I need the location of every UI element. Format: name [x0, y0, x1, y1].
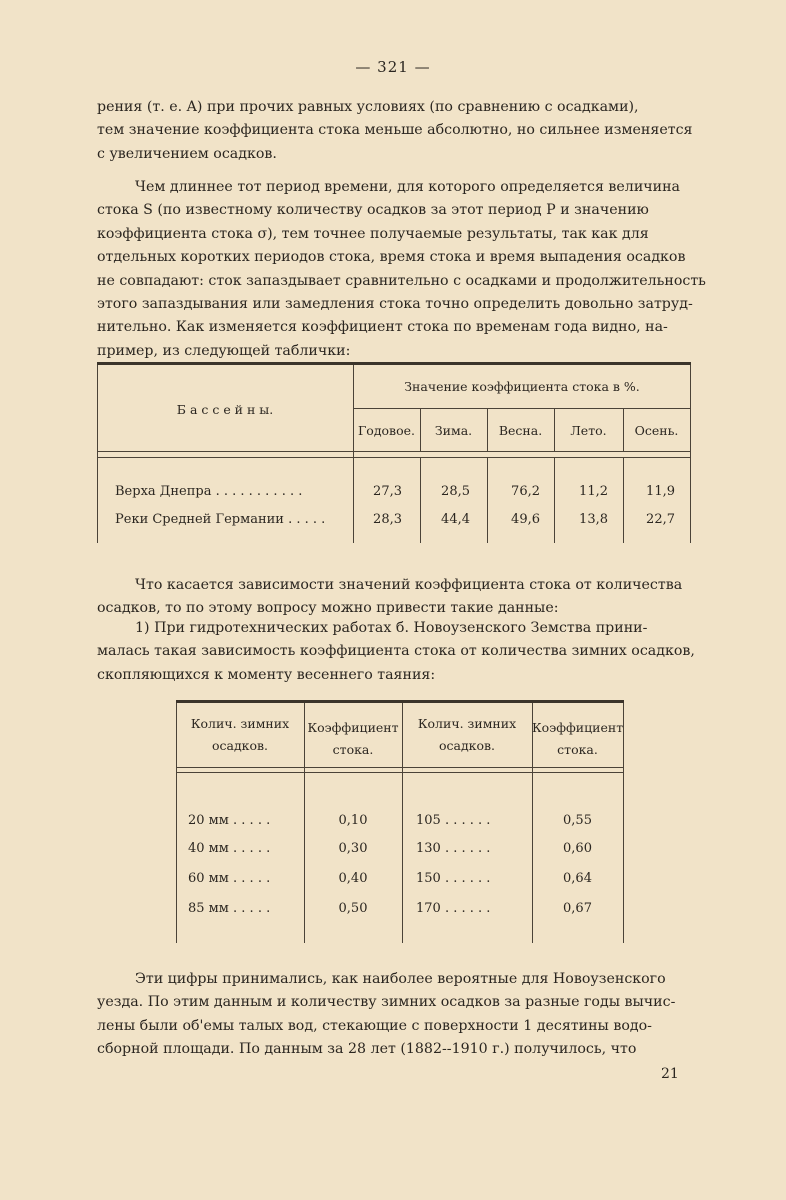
- col-header-autumn: Осень.: [634, 423, 679, 438]
- text-line: Чем длиннее тот период времени, для которого определяется величина: [135, 179, 681, 195]
- header-precip-left: [176, 713, 304, 757]
- paragraph-1: [97, 96, 695, 166]
- table-cell: 20 мм . . . . .: [188, 813, 271, 828]
- text-line: скопляющихся к моменту весеннего таяния:: [97, 666, 436, 683]
- table-cell: 130 . . . . . .: [416, 841, 491, 856]
- text-line: тем значение коэффициента стока меньше абсолютно, но сильнее изменяется: [97, 122, 693, 139]
- table-cell: 13,8: [579, 512, 608, 527]
- row-label-dnieper: Верха Днепра . . . . . . . . . . .: [115, 484, 303, 499]
- paragraph-4: [97, 617, 695, 687]
- runoff-season-table: [97, 362, 691, 543]
- header-line: Коэффициент: [532, 720, 624, 735]
- text-line: пример, из следующей таблички:: [97, 342, 351, 359]
- coefficient-group-header: Значение коэффициента стока в %.: [404, 379, 640, 394]
- table-cell: 11,9: [646, 484, 675, 499]
- paragraph-5: [97, 968, 695, 1062]
- text-line: коэффициента стока σ), тем точнее получаемые результаты, так как для: [97, 225, 649, 242]
- page-number: — 321 —: [355, 58, 431, 76]
- header-coef-left: [304, 717, 402, 761]
- text-line: лены были об'емы талых вод, стекающие с поверхности 1 десятины водо-: [97, 1017, 652, 1034]
- signature-mark: 21: [661, 1066, 679, 1082]
- text-line: сборной площади. По данным за 28 лет (1882--1910 г.) получилось, что: [97, 1041, 637, 1058]
- table-cell: 0,67: [563, 901, 592, 916]
- text-line: осадков, то по этому вопросу можно привести такие данные:: [97, 600, 559, 617]
- paragraph-3: [97, 574, 695, 621]
- header-line: Колич. зимних: [417, 716, 517, 731]
- text-line: отдельных коротких периодов стока, время стока и время выпадения осадков: [97, 249, 686, 266]
- header-line: осадков.: [438, 738, 496, 753]
- table-cell: 0,40: [338, 871, 368, 886]
- text-line: нительно. Как изменяется коэффициент стока по временам года видно, на-: [97, 319, 668, 336]
- table-cell: 0,60: [563, 841, 592, 856]
- text-line: стока S (по известному количеству осадков за этот период P и значению: [97, 202, 649, 219]
- table-cell: 49,6: [511, 512, 540, 527]
- table-cell: 170 . . . . . .: [416, 901, 491, 916]
- table-cell: 28,3: [373, 512, 402, 527]
- text-line: Что касается зависимости значений коэффициента стока от количества: [135, 577, 683, 593]
- col-header-winter: Зима.: [434, 423, 473, 438]
- table-cell: 85 мм . . . . .: [188, 901, 271, 916]
- text-line: рения (т. е. A) при прочих равных условиях (по сравнению с осадками),: [97, 99, 639, 115]
- header-precip-right: [402, 713, 532, 757]
- table-cell: 0,30: [338, 841, 368, 856]
- text-line: уезда. По этим данным и количеству зимних осадков за разные годы вычис-: [97, 994, 676, 1011]
- table-cell: 0,55: [563, 813, 592, 828]
- text-line: Эти цифры принимались, как наиболее вероятные для Новоузенского: [135, 971, 666, 987]
- text-line: этого запаздывания или замедления стока точно определить довольно затруд-: [97, 296, 693, 313]
- paragraph-2: [97, 176, 706, 363]
- basin-column-header: Б а с с е й н ы.: [176, 402, 274, 417]
- table-cell: 27,3: [373, 484, 402, 499]
- header-line: Колич. зимних: [190, 716, 290, 731]
- text-line: малась такая зависимость коэффициента стока от количества зимних осадков,: [97, 643, 695, 660]
- text-line: 1) При гидротехнических работах б. Новоузенского Земства прини-: [135, 620, 648, 636]
- table-cell: 105 . . . . . .: [416, 813, 491, 828]
- table-cell: 0,50: [338, 901, 368, 916]
- table-cell: 150 . . . . . .: [416, 871, 491, 886]
- text-line: с увеличением осадков.: [97, 145, 277, 162]
- header-line: стока.: [557, 742, 598, 757]
- col-header-spring: Весна.: [498, 423, 543, 438]
- col-header-summer: Лето.: [570, 423, 607, 438]
- table-cell: 0,10: [338, 813, 368, 828]
- header-line: Коэффициент: [307, 720, 399, 735]
- table-cell: 44,4: [441, 512, 470, 527]
- table-cell: 22,7: [646, 512, 675, 527]
- header-line: стока.: [332, 742, 374, 757]
- col-header-annual: Годовое.: [358, 423, 415, 438]
- table-cell: 28,5: [441, 484, 470, 499]
- header-line: осадков.: [211, 738, 269, 753]
- table-cell: 76,2: [511, 484, 540, 499]
- winter-precip-table: [176, 700, 624, 943]
- table-cell: 60 мм . . . . .: [188, 871, 271, 886]
- row-label-germany: Реки Средней Германии . . . . .: [115, 512, 326, 527]
- header-coef-right: [532, 717, 623, 761]
- text-line: не совпадают: сток запаздывает сравнительно с осадками и продолжительность: [97, 272, 706, 289]
- table-cell: 0,64: [563, 871, 592, 886]
- table-cell: 40 мм . . . . .: [188, 841, 271, 856]
- table-cell: 11,2: [579, 484, 608, 499]
